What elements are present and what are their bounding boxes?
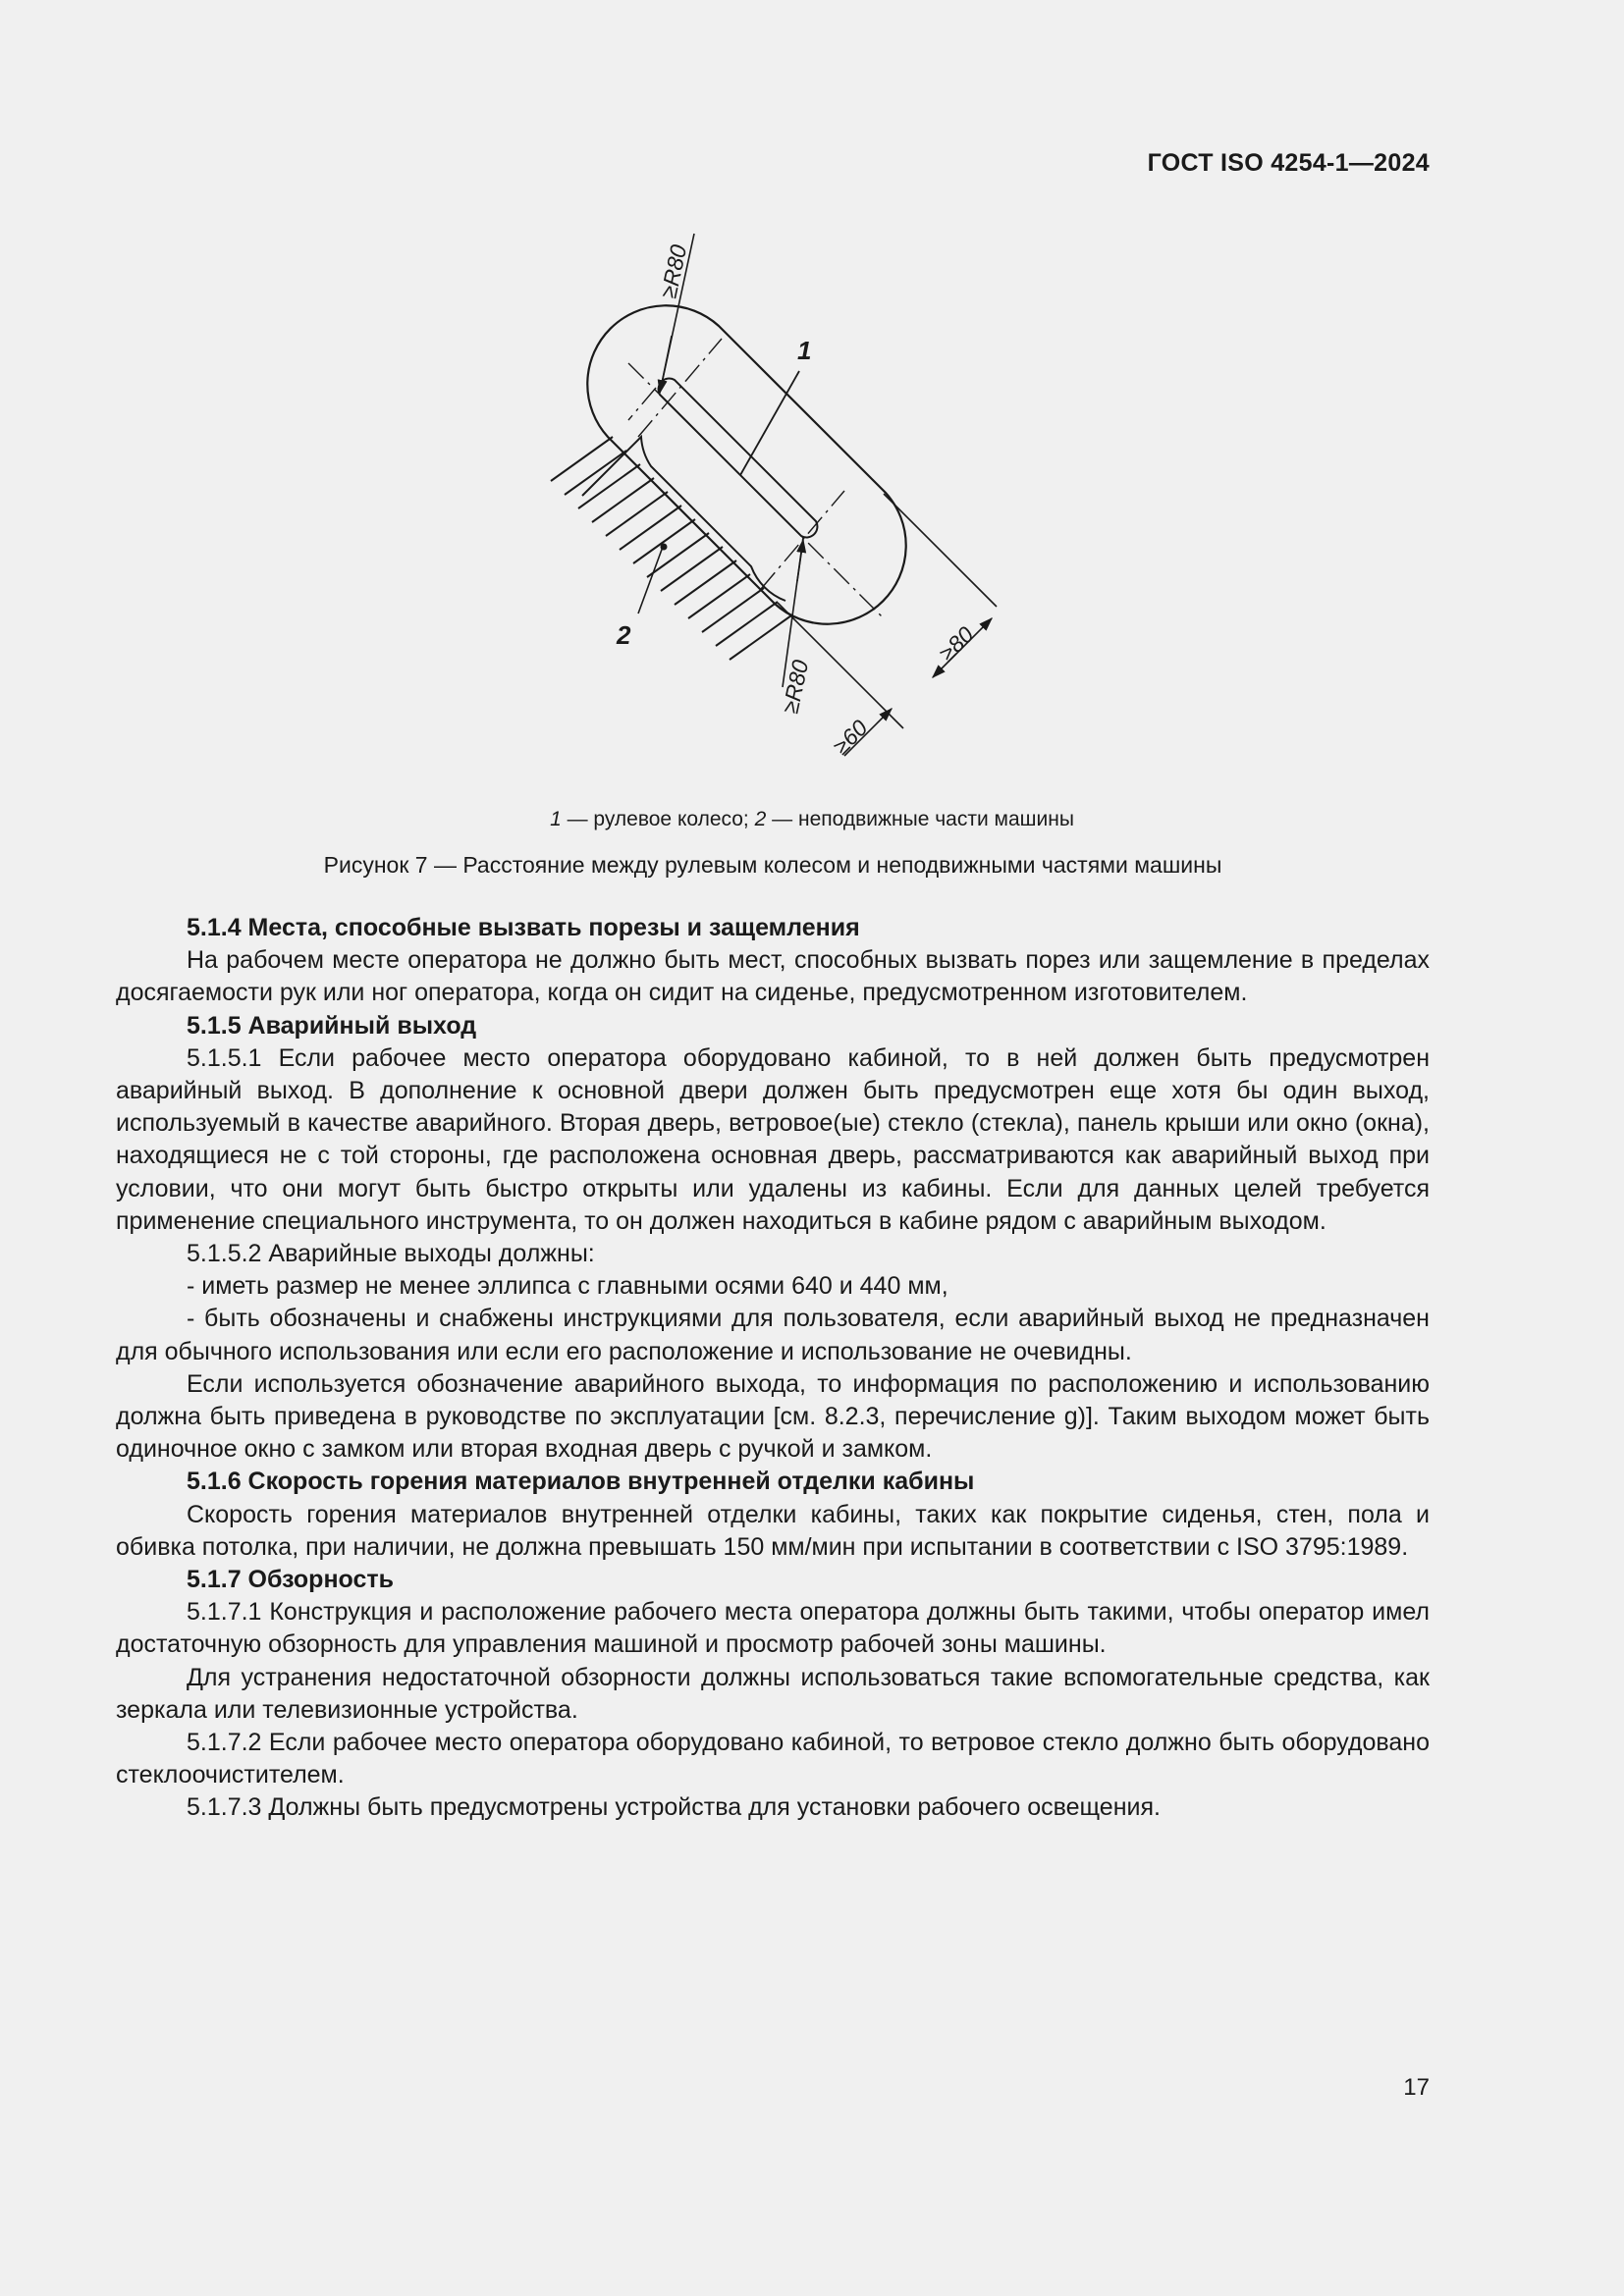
figure-caption: Рисунок 7 — Расстояние между рулевым колесом и неподвижными частями машины — [323, 852, 1222, 878]
paragraph: 5.1.5.2 Аварийные выходы должны: — [187, 1240, 595, 1268]
paragraph: На рабочем месте оператора не должно быть мест, способных вызвать порез или защемление в пределах досягаемости рук или ног оператора, когда он сидит на сиденье, предусмотренном изготовителем. — [116, 946, 1430, 1007]
label-dim-60: ≥60 — [828, 715, 873, 760]
fixed-parts-hatching — [551, 437, 791, 660]
legend-text-2: — неподвижные части машины — [766, 808, 1074, 830]
leader-callout-1 — [740, 371, 799, 475]
section-heading-5-1-7: 5.1.7 Обзорность — [187, 1566, 395, 1594]
label-dim-80: ≥80 — [934, 621, 979, 667]
paragraph: 5.1.5.1 Если рабочее место оператора оборудовано кабиной, то в ней должен быть предусмотрен аварийный выход. В дополнение к основной двери должен быть предусмотрен еще хотя бы один выход, используемый в качестве аварийного. Вторая дверь, ветровое(ые) стекло (стекла), панель крыши или окно (окна), находящиеся не с той стороны, где расположена основная дверь, рассматриваются как аварийный выход при условии, что они могут быть быстро открыты или удалены из кабины. Если для данных целей требуется применение специального инструмента, то он должен находиться в кабине рядом с аварийным выходом. — [116, 1043, 1430, 1235]
section-heading-5-1-5: 5.1.5 Аварийный выход — [187, 1011, 477, 1040]
paragraph: 5.1.7.1 Конструкция и расположение рабочего места оператора должны быть такими, чтобы оператор имел достаточную обзорность для управления машиной и просмотр рабочей зоны машины. — [116, 1598, 1430, 1659]
page-number: 17 — [1403, 2074, 1430, 2101]
steering-wheel-slot — [659, 379, 818, 538]
paragraph: Для устранения недостаточной обзорности должны использоваться такие вспомогательные средства, как зеркала или телевизионные устройства. — [116, 1663, 1430, 1724]
leader-dot-2 — [661, 544, 668, 551]
legend-num-1: 1 — [550, 808, 562, 830]
list-item: - иметь размер не менее эллипса с главными осями 640 и 440 мм, — [187, 1272, 948, 1301]
label-radius-top: ≥R80 — [655, 242, 692, 301]
paragraph: Если используется обозначение аварийного выхода, то информация по расположению и использованию должна быть приведена в руководстве по эксплуатации [см. 8.2.3, перечисление g)]. Таким выходом может быть одиночное окно с замком или вторая входная дверь с ручкой и замком. — [116, 1369, 1430, 1464]
section-heading-5-1-6: 5.1.6 Скорость горения материалов внутренней отделки кабины — [187, 1468, 975, 1496]
legend-num-2: 2 — [754, 808, 767, 830]
radius-arrow-top — [660, 336, 672, 393]
section-heading-5-1-4: 5.1.4 Места, способные вызвать порезы и защемления — [187, 914, 860, 941]
document-code: ГОСТ ISO 4254-1—2024 — [1147, 149, 1430, 177]
list-item: - быть обозначены и снабжены инструкциями для пользователя, если аварийный выход не предназначен для обычного использования или если его расположение и использование не очевидны. — [116, 1305, 1430, 1365]
legend-text-1: — рулевое колесо; — [561, 808, 755, 830]
paragraph: Скорость горения материалов внутренней отделки кабины, таких как покрытие сиденья, стен, пола и обивка потолка, при наличии, не должна превышать 150 мм/мин при испытании в соответствии с ISO 3795:1989. — [116, 1500, 1430, 1561]
figure-7-diagram — [530, 221, 1041, 790]
figure-legend — [0, 808, 1624, 831]
label-radius-bottom: ≥R80 — [777, 658, 814, 717]
callout-2: 2 — [617, 620, 631, 650]
callout-1: 1 — [797, 336, 812, 365]
document-body — [116, 912, 1430, 1825]
paragraph: 5.1.7.3 Должны быть предусмотрены устройства для установки рабочего освещения. — [187, 1793, 1161, 1822]
extension-line-1 — [884, 494, 997, 607]
paragraph: 5.1.7.2 Если рабочее место оператора оборудовано кабиной, то ветровое стекло должно быть оборудовано стеклоочистителем. — [116, 1729, 1430, 1789]
